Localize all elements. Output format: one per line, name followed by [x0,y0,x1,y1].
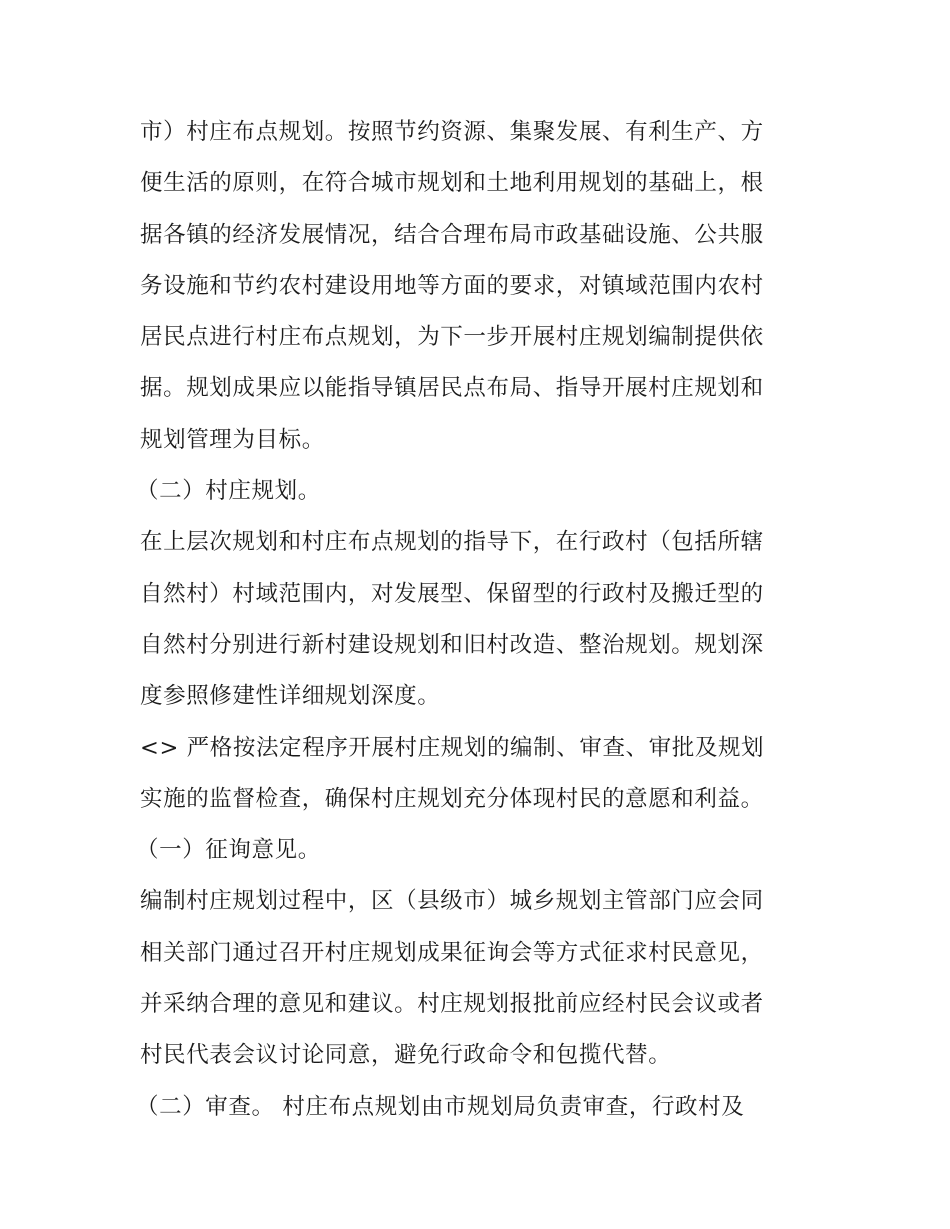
text-line: 度参照修建性详细规划深度。 [140,683,441,710]
section-heading: （二）村庄规划。 [136,478,321,505]
text-line: 务设施和节约农村建设用地等方面的要求，对镇域范围内农村 [140,272,764,299]
text-line: 并采纳合理的意见和建议。村庄规划报批前应经村民会议或者 [140,991,764,1018]
section-heading: （二）审查。 村庄布点规划由市规划局负责审查，行政村及 [136,1093,745,1120]
text-line: 规划管理为目标。 [140,426,325,453]
text-line: 居民点进行村庄布点规划，为下一步开展村庄规划编制提供依 [140,324,764,351]
body-text [136,107,820,1133]
text-line: 自然村分别进行新村建设规划和旧村改造、整治规划。规划深 [140,631,764,658]
text-line: 相关部门通过召开村庄规划成果征询会等方式征求村民意见， [140,939,764,966]
text-line: 市）村庄布点规划。按照节约资源、集聚发展、有利生产、方 [140,119,764,145]
section-heading: （一）征询意见。 [136,837,321,864]
text-line: 据各镇的经济发展情况，结合合理布局市政基础设施、公共服 [140,221,764,248]
text-line: 自然村）村域范围内，对发展型、保留型的行政村及搬迁型的 [140,580,764,607]
text-line: 编制村庄规划过程中，区（县级市）城乡规划主管部门应会同 [140,888,764,915]
text-line: 据。规划成果应以能指导镇居民点布局、指导开展村庄规划和 [140,375,764,402]
text-line: 在上层次规划和村庄布点规划的指导下，在行政村（包括所辖 [140,529,764,556]
text-line: 村民代表会议讨论同意，避免行政命令和包揽代替。 [140,1042,672,1069]
text-line: <> 严格按法定程序开展村庄规划的编制、审查、审批及规划 [140,734,765,761]
text-line: 实施的监督检查，确保村庄规划充分体现村民的意愿和利益。 [140,785,764,812]
text-line: 便生活的原则，在符合城市规划和土地利用规划的基础上，根 [140,170,764,197]
